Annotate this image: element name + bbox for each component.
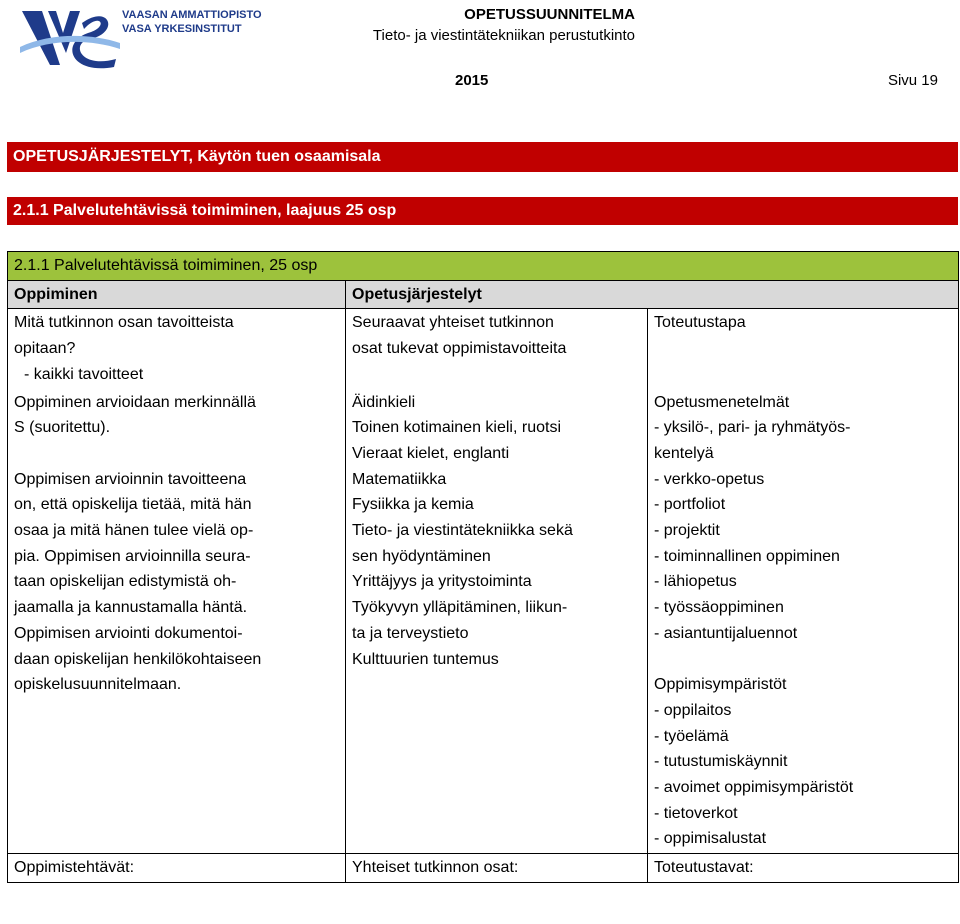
method-line: - työssäoppiminen	[654, 599, 784, 617]
method-line: kentelyä	[654, 444, 714, 462]
assessment-line: pia. Oppimisen arvioinnilla seura-	[14, 547, 251, 565]
assessment-line: Oppiminen arvioidaan merkinnällä	[14, 393, 256, 411]
assessment-line: taan opiskelijan edistymistä oh-	[14, 573, 237, 591]
column-header-learning: Oppiminen	[8, 280, 346, 309]
page-header	[0, 0, 960, 110]
method-header: Toteutustapa	[648, 309, 959, 389]
assessment-cell	[8, 389, 346, 854]
document-subtitle: Tieto- ja viestintätekniikan perustutkinto	[372, 27, 635, 44]
assessment-line: opiskelusuunnitelmaan.	[14, 676, 182, 694]
assessment-line: daan opiskelijan henkilökohtaiseen	[14, 650, 262, 668]
module-heading-bar: 2.1.1 Palvelutehtävissä toimiminen, laajuus 25 osp	[7, 197, 958, 225]
logo-text-finnish: VAASAN AMMATTIOPISTO	[122, 9, 262, 21]
method-line: - verkko-opetus	[654, 470, 765, 488]
method-line: - projektit	[654, 522, 720, 540]
method-line: - tutustumiskäynnit	[654, 753, 788, 771]
supporting-header-line: Seuraavat yhteiset tutkinnon	[352, 314, 554, 332]
methods-cell	[648, 389, 959, 854]
method-line: - tietoverkot	[654, 804, 738, 822]
table-title: 2.1.1 Palvelutehtävissä toimiminen, 25 osp	[8, 252, 959, 281]
learning-goal-line: - kaikki tavoitteet	[24, 365, 144, 383]
subject-line: sen hyödyntäminen	[352, 547, 491, 565]
method-line: - työelämä	[654, 727, 729, 745]
supporting-header-line: osat tukevat oppimistavoitteita	[352, 340, 567, 358]
method-line: - lähiopetus	[654, 573, 737, 591]
learning-question-line: opitaan?	[14, 340, 76, 358]
method-line: - oppimisalustat	[654, 830, 767, 848]
footer-learning-tasks: Oppimistehtävät:	[8, 854, 346, 883]
method-line: - asiantuntijaluennot	[654, 624, 798, 642]
assessment-line: S (suoritettu).	[14, 419, 111, 437]
arrangements-table	[7, 251, 959, 883]
supporting-subjects-header	[346, 309, 648, 389]
assessment-line	[14, 441, 339, 467]
assessment-line: jaamalla ja kannustamalla häntä.	[14, 599, 248, 617]
method-line: - toiminnallinen oppiminen	[654, 547, 840, 565]
subject-line: Tieto- ja viestintätekniikka sekä	[352, 522, 573, 540]
assessment-line: osaa ja mitä hänen tulee vielä op-	[14, 522, 254, 540]
method-line: - oppilaitos	[654, 701, 732, 719]
subject-line: Toinen kotimainen kieli, ruotsi	[352, 419, 561, 437]
subject-line: Vieraat kielet, englanti	[352, 444, 510, 462]
method-line: Opetusmenetelmät	[654, 393, 790, 411]
column-header-arrangements: Opetusjärjestelyt	[346, 280, 959, 309]
method-line: - avoimet oppimisympäristöt	[654, 779, 854, 797]
learning-question-cell	[8, 309, 346, 389]
method-line	[654, 647, 952, 673]
method-line: - yksilö-, pari- ja ryhmätyös-	[654, 419, 851, 437]
subject-line: Kulttuurien tuntemus	[352, 650, 499, 668]
vamia-logo-icon	[20, 3, 120, 73]
assessment-line: Oppimisen arviointi dokumentoi-	[14, 624, 243, 642]
method-line: Oppimisympäristöt	[654, 676, 787, 694]
document-title: OPETUSSUUNNITELMA	[464, 6, 635, 23]
logo-text-swedish: VASA YRKESINSTITUT	[122, 23, 242, 35]
assessment-line: on, että opiskelija tietää, mitä hän	[14, 496, 252, 514]
subject-line: Työkyvyn ylläpitäminen, liikun-	[352, 599, 568, 617]
section-heading-bar: OPETUSJÄRJESTELYT, Käytön tuen osaamisala	[7, 142, 958, 172]
method-line: - portfoliot	[654, 496, 726, 514]
assessment-line: Oppimisen arvioinnin tavoitteena	[14, 470, 247, 488]
subject-line: Matematiikka	[352, 470, 447, 488]
footer-common-modules: Yhteiset tutkinnon osat:	[346, 854, 648, 883]
page-number: Sivu 19	[887, 72, 938, 89]
subject-line: Fysiikka ja kemia	[352, 496, 474, 514]
subject-line: Yrittäjyys ja yritystoiminta	[352, 573, 532, 591]
learning-question-line: Mitä tutkinnon osan tavoitteista	[14, 314, 234, 332]
subject-line: Äidinkieli	[352, 393, 416, 411]
school-logo	[20, 3, 262, 73]
document-year: 2015	[455, 72, 489, 89]
subject-line: ta ja terveystieto	[352, 624, 469, 642]
subjects-cell	[346, 389, 648, 854]
footer-implementation: Toteutustavat:	[648, 854, 959, 883]
